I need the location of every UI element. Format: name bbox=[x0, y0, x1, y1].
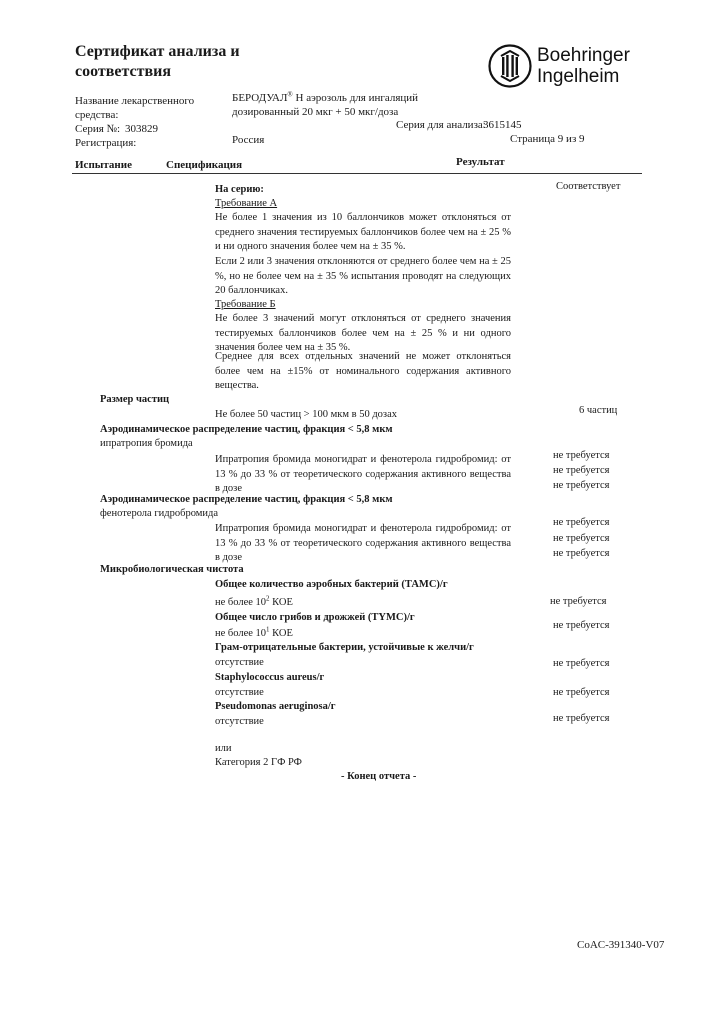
requirement-a-heading: Требование А bbox=[215, 198, 278, 209]
result-not-required: не требуется bbox=[550, 596, 607, 607]
product-value-line1: БЕРОДУАЛ® Н аэрозоль для ингаляций bbox=[232, 90, 419, 104]
staphylococcus-spec: отсутствие bbox=[215, 687, 264, 698]
requirement-a-text1: Не более 1 значения из 10 баллончиков может отклоняться от среднего значения тестируемых баллончиков более чем на ± 25 % и ни одного значения более чем на ± 35 %. bbox=[215, 212, 511, 252]
header-result: Результат bbox=[456, 156, 505, 168]
result-not-required: не требуется bbox=[553, 517, 610, 528]
header-specification: Спецификация bbox=[166, 159, 243, 171]
staphylococcus-title: Staphylococcus aureus/г bbox=[215, 672, 325, 683]
analysis-series-label: Серия для анализа: bbox=[396, 119, 486, 131]
pseudomonas-spec: отсутствие bbox=[215, 716, 264, 727]
requirement-a-text2: Если 2 или 3 значения отклоняются от среднего более чем на ± 25 %, но не более чем на ± 35 % испытания проводят на следующих 20 баллончиках. bbox=[215, 256, 511, 296]
result-not-required: не требуется bbox=[553, 687, 610, 698]
result-not-required: не требуется bbox=[553, 713, 610, 724]
registration-value: Россия bbox=[232, 134, 265, 146]
aero-distribution-fenoterol-spec: Ипратропия бромида моногидрат и фенотерола гидробромид: от 13 % до 33 % от теоретического содержания активного вещества в дозе bbox=[215, 523, 511, 563]
aero-distribution-ipratropium-sub: ипратропия бромида bbox=[100, 438, 193, 449]
document-title-line2: соответствия bbox=[75, 63, 172, 80]
boehringer-logo-icon bbox=[488, 44, 532, 88]
result-not-required: не требуется bbox=[553, 533, 610, 544]
tamc-spec: не более $10^2$ КОЕ bbox=[215, 594, 293, 608]
registration-label: Регистрация: bbox=[75, 137, 137, 149]
aero-distribution-ipratropium-spec: Ипратропия бромида моногидрат и фенотерола гидробромид: от 13 % до 33 % от теоретического содержания активного вещества в дозе bbox=[215, 454, 511, 494]
result-complies: Соответствует bbox=[556, 181, 621, 192]
particle-size-result: 6 частиц bbox=[579, 405, 618, 416]
tymc-title: Общее число грибов и дрожжей (TYMC)/г bbox=[215, 612, 415, 623]
gram-negative-spec: отсутствие bbox=[215, 657, 264, 668]
result-not-required: не требуется bbox=[553, 620, 610, 631]
product-label-line1: Название лекарственного bbox=[75, 95, 195, 107]
analysis-series-value: 3615145 bbox=[483, 119, 522, 131]
result-not-required: не требуется bbox=[553, 450, 610, 461]
requirement-b-heading: Требование Б bbox=[215, 299, 276, 310]
aero-distribution-fenoterol-title: Аэродинамическое распределение частиц, фракция < 5,8 мкм bbox=[100, 494, 393, 505]
tamc-title: Общее количество аэробных бактерий (ТАМС)/г bbox=[215, 579, 448, 590]
aero-distribution-ipratropium-title: Аэродинамическое распределение частиц, фракция < 5,8 мкм bbox=[100, 424, 393, 435]
requirement-b-text1: Не более 3 значений могут отклоняться от среднего значения тестируемых баллончиков более чем на ± 25 % и ни одного значения более чем на ± 35 %. bbox=[215, 313, 511, 353]
particle-size-spec: Не более 50 частиц > 100 мкм в 50 дозах bbox=[215, 409, 397, 420]
particle-size-title: Размер частиц bbox=[100, 394, 170, 405]
tymc-spec: не более $10^1$ КОЕ bbox=[215, 625, 293, 639]
document-title-line1: Сертификат анализа и bbox=[75, 43, 240, 60]
per-series-label: На серию: bbox=[215, 184, 264, 195]
header-test: Испытание bbox=[75, 159, 132, 171]
pseudomonas-title: Pseudomonas aeruginosa/г bbox=[215, 701, 336, 712]
or-text: или bbox=[215, 743, 232, 754]
aero-distribution-fenoterol-sub: фенотерола гидробромида bbox=[100, 508, 219, 519]
gram-negative-title: Грам-отрицательные бактерии, устойчивые к желчи/г bbox=[215, 642, 474, 653]
result-not-required: не требуется bbox=[553, 548, 610, 559]
company-logo bbox=[488, 44, 532, 93]
category-text: Категория 2 ГФ РФ bbox=[215, 757, 302, 768]
result-not-required: не требуется bbox=[553, 480, 610, 491]
document-code: CoAC-391340-V07 bbox=[577, 939, 665, 951]
logo-text-line2: Ingelheim bbox=[537, 66, 620, 87]
header-divider bbox=[72, 173, 642, 174]
product-label-line2: средства: bbox=[75, 109, 119, 121]
requirement-b-text2: Среднее для всех отдельных значений не может отклоняться более чем на ±15% от номинального содержания активного вещества. bbox=[215, 351, 511, 391]
result-not-required: не требуется bbox=[553, 465, 610, 476]
page-number: Страница 9 из 9 bbox=[510, 133, 585, 145]
result-not-required: не требуется bbox=[553, 658, 610, 669]
logo-text-line1: Boehringer bbox=[537, 45, 630, 66]
end-of-report: - Конец отчета - bbox=[341, 771, 417, 782]
series-label: Серия №: bbox=[75, 123, 121, 135]
series-value: 303829 bbox=[125, 123, 158, 135]
micro-purity-title: Микробиологическая чистота bbox=[100, 564, 244, 575]
product-value-line2: дозированный 20 мкг + 50 мкг/доза bbox=[232, 106, 399, 118]
